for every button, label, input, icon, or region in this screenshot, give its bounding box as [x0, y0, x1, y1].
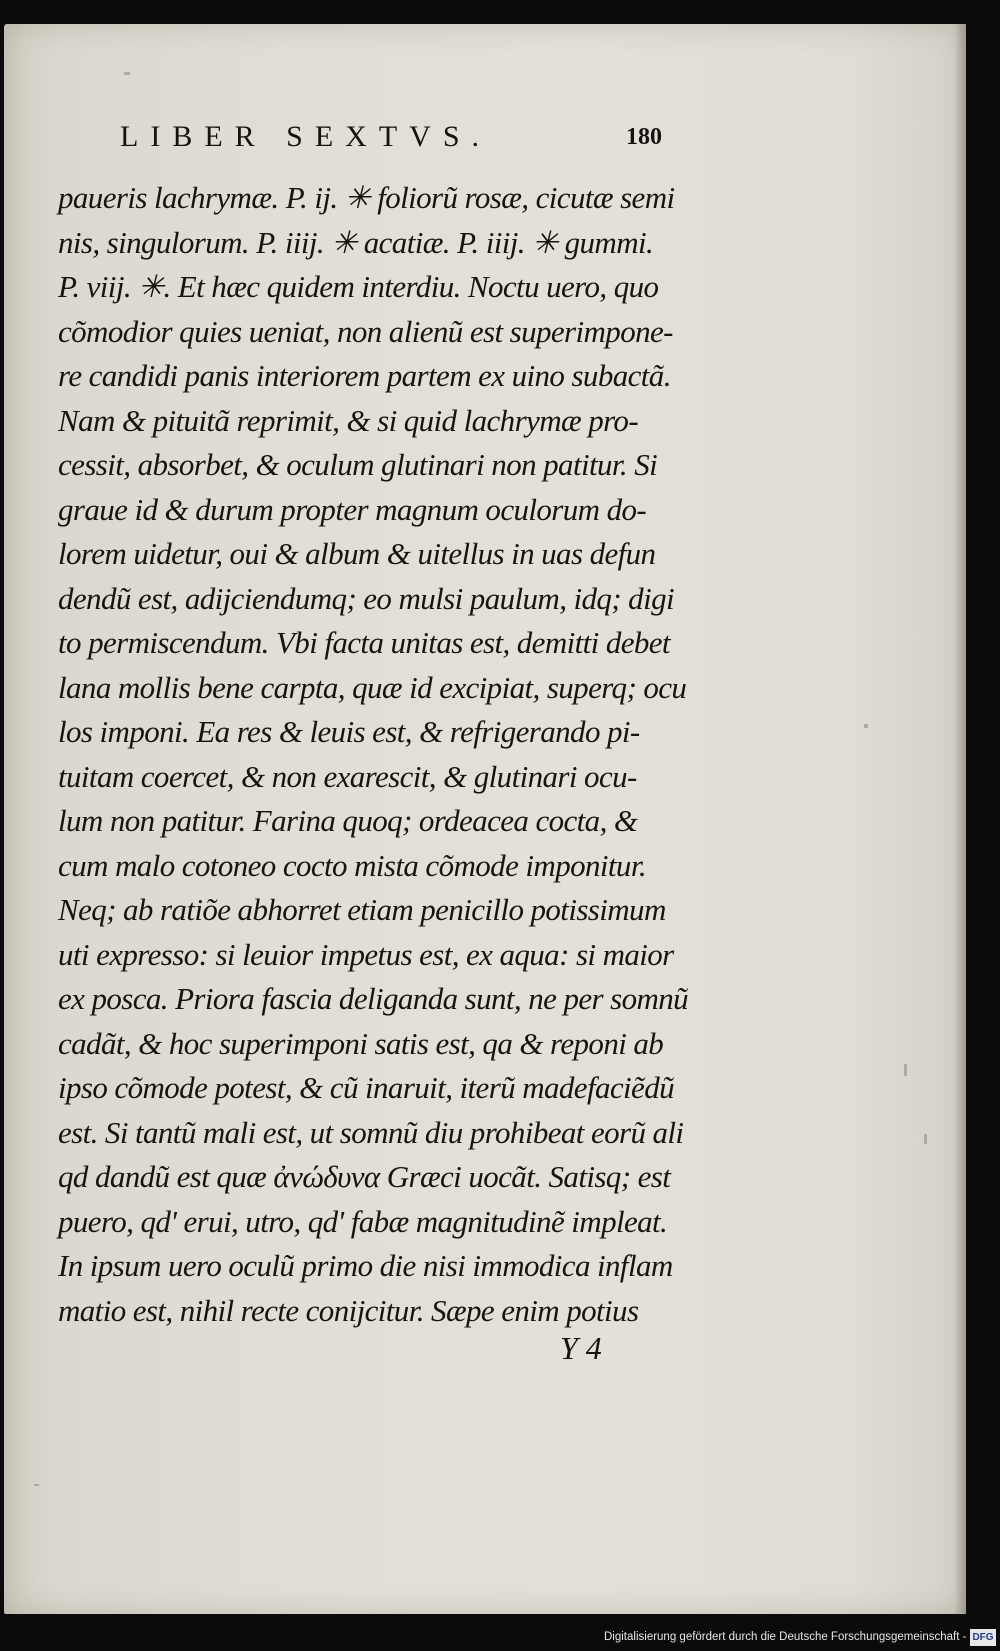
text-line: dendũ est, adijciendumq; eo mulsi paulum, idq; digi — [58, 580, 675, 616]
digitization-credit: Digitalisierung gefördert durch die Deutsche Forschungsgemeinschaft - — [604, 1631, 967, 1643]
text-line: est. Si tantũ mali est, ut somnũ diu prohibeat eorũ ali — [58, 1114, 684, 1150]
text-line: In ipsum uero oculũ primo die nisi immodica inflam — [58, 1248, 673, 1283]
paper-speck — [904, 1064, 907, 1076]
text-line: lum non patitur. Farina quoq; ordeacea cocta, & — [58, 803, 638, 838]
running-head-title: LIBER SEXTVS. — [120, 120, 492, 153]
text-line: ipso cõmode potest, & cũ inaruit, iterũ madefaciẽdũ — [58, 1070, 674, 1105]
paper-speck — [34, 1484, 39, 1486]
text-line: re candidi panis interiorem partem ex uino subactã. — [58, 358, 671, 393]
text-line: lana mollis bene carpta, quæ id excipiat, superq; ocu — [58, 669, 687, 705]
folio-number: 180 — [626, 124, 662, 150]
text-line: nis, singulorum. P. iiij. ✳ acatiæ. P. iiij. ✳ gummi. — [58, 224, 654, 260]
text-line: lorem uidetur, oui & album & uitellus in uas defun — [58, 536, 656, 571]
body-text — [58, 176, 738, 1333]
text-line: cadãt, & hoc superimponi satis est, qa & reponi ab — [58, 1025, 664, 1061]
text-line: P. viij. ✳. Et hæc quidem interdiu. Noctu uero, quo — [58, 269, 659, 304]
paper-speck — [924, 1134, 927, 1144]
text-line: ex posca. Priora fascia deliganda sunt, ne per somnũ — [58, 981, 689, 1016]
text-line: paueris lachrymæ. P. ij. ✳ foliorũ rosæ, cicutæ semi — [58, 180, 675, 215]
text-line: uti expresso: si leuior impetus est, ex aqua: si maior — [58, 936, 674, 972]
running-head — [120, 120, 820, 170]
text-line: qd dandũ est quæ ἀνώδυνα Græci uocãt. Satisq; est — [58, 1159, 671, 1194]
text-line: Nam & pituitã reprimit, & si quid lachrymæ pro- — [58, 402, 639, 438]
text-line: tuitam coercet, & non exarescit, & glutinari ocu- — [58, 758, 637, 794]
text-line: graue id & durum propter magnum oculorum do- — [58, 491, 647, 527]
text-line: cessit, absorbet, & oculum glutinari non patitur. Si — [58, 447, 658, 482]
text-line: to permiscendum. Vbi facta unitas est, demitti debet — [58, 625, 670, 660]
gutter-shadow — [954, 24, 966, 1614]
signature-mark: Y 4 — [560, 1330, 602, 1366]
text-line: matio est, nihil recte conijcitur. Sæpe enim potius — [58, 1292, 639, 1328]
text-line: los imponi. Ea res & leuis est, & refrigerando pi- — [58, 714, 640, 749]
paper-speck — [124, 72, 130, 75]
text-line: Neq; ab ratiõe abhorret etiam penicillo potissimum — [58, 892, 666, 927]
text-line: puero, qd' erui, utro, qd' fabæ magnitudinẽ impleat. — [58, 1203, 668, 1239]
text-line: cõmodior quies ueniat, non alienũ est superimpone- — [58, 313, 673, 349]
dfg-logo: DFG — [970, 1629, 996, 1646]
paper-speck — [864, 724, 868, 728]
text-line: cum malo cotoneo cocto mista cõmode imponitur. — [58, 847, 646, 883]
